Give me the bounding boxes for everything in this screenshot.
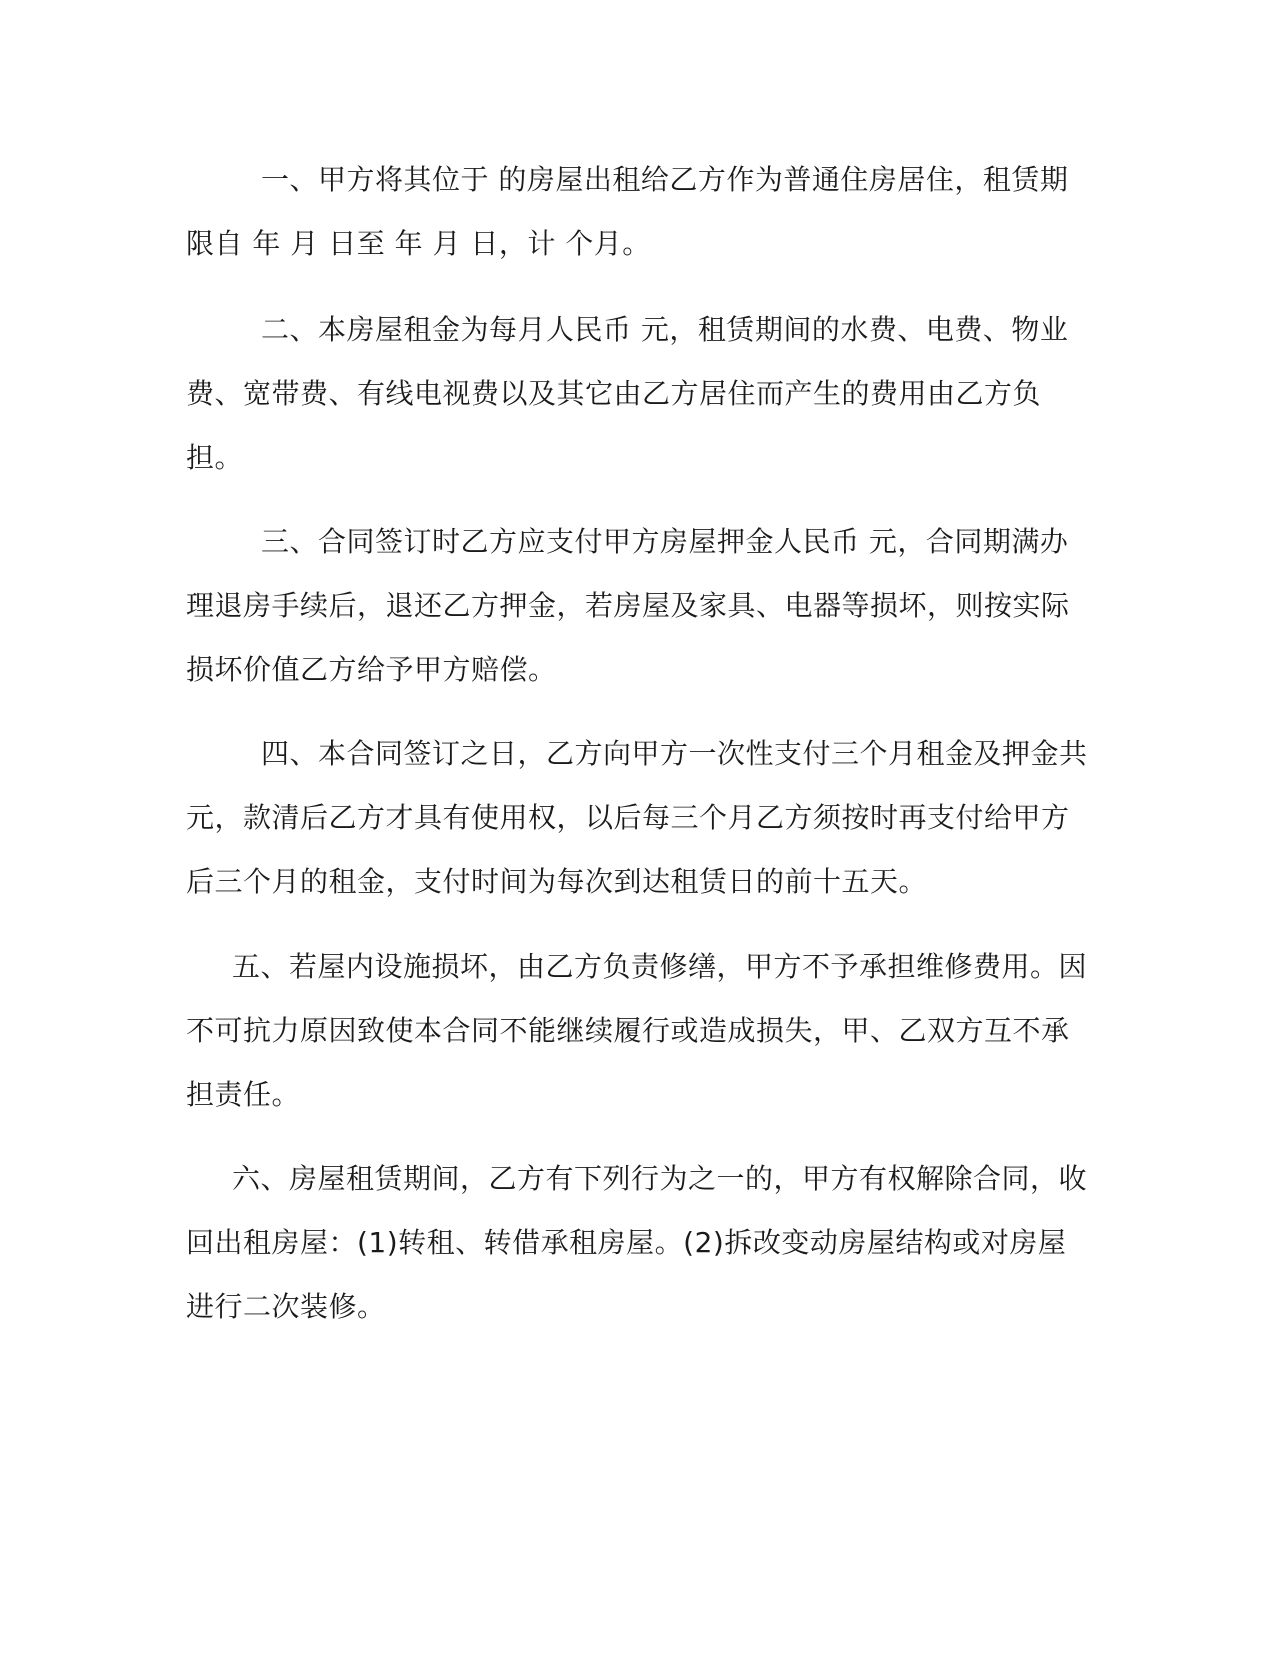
clause-6: 六、房屋租赁期间，乙方有下列行为之一的，甲方有权解除合同，收回出租房屋：(1)转租、转借承租房屋。(2)拆改变动房屋结构或对房屋进行二次装修。: [186, 1162, 1088, 1323]
clause-3: 三、合同签订时乙方应支付甲方房屋押金人民币 元，合同期满办理退房手续后，退还乙方押金，若房屋及家具、电器等损坏，则按实际损坏价值乙方给予甲方赔偿。: [186, 525, 1070, 686]
clause-5: 五、若屋内设施损坏，由乙方负责修缮，甲方不予承担维修费用。因不可抗力原因致使本合同不能继续履行或造成损失，甲、乙双方互不承担责任。: [186, 950, 1088, 1111]
clause-4: 四、本合同签订之日，乙方向甲方一次性支付三个月租金及押金共 元，款清后乙方才具有使用权，以后每三个月乙方须按时再支付给甲方后三个月的租金，支付时间为每次到达租赁日的前十五天。: [186, 737, 1088, 898]
clause-2: 二、本房屋租金为每月人民币 元，租赁期间的水费、电费、物业费、宽带费、有线电视费以及其它由乙方居住而产生的费用由乙方负担。: [186, 313, 1069, 474]
clause-1: 一、甲方将其位于 的房屋出租给乙方作为普通住房居住，租赁期限自 年 月 日至 年 月 日，计 个月。: [186, 163, 1069, 260]
